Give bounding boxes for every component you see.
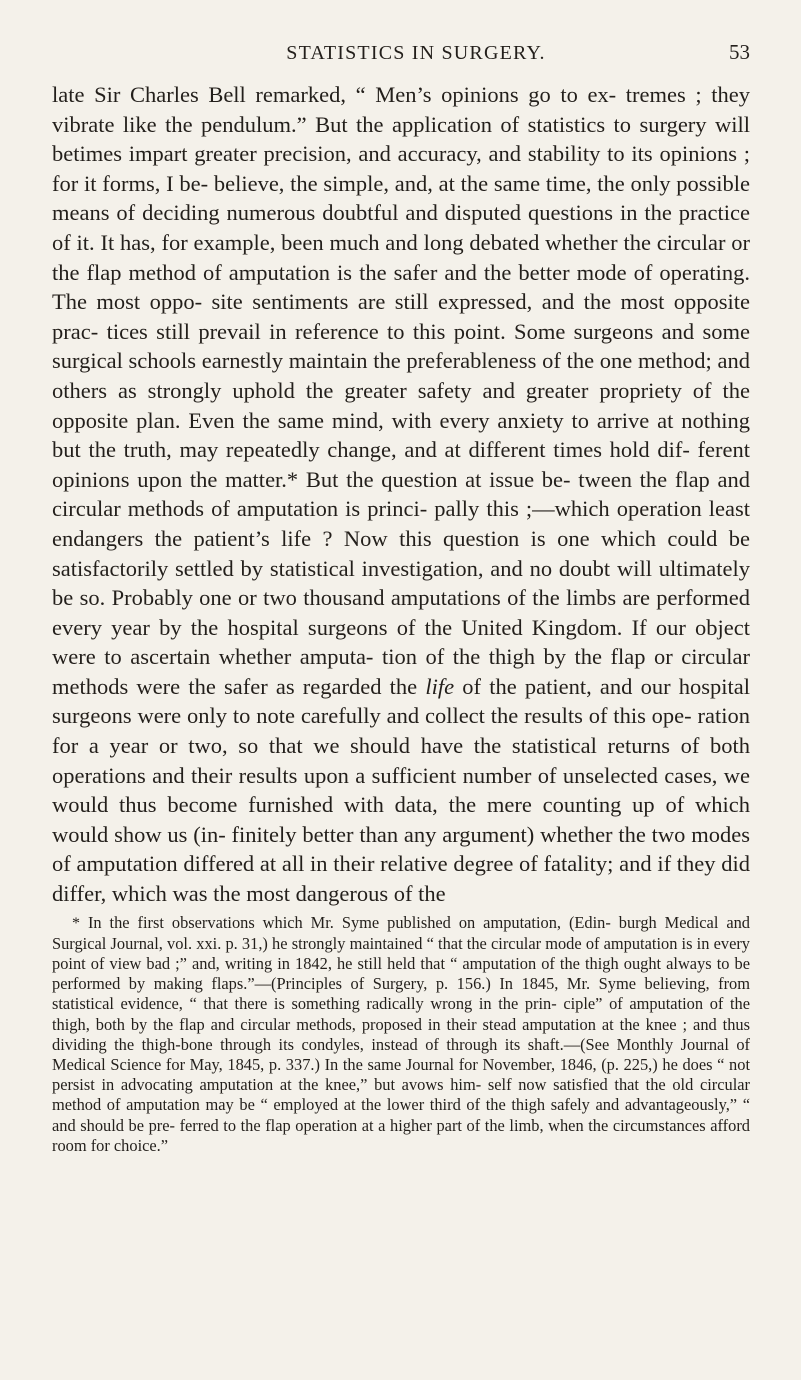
book-page bbox=[52, 40, 750, 1172]
footnote-marker: * bbox=[72, 914, 80, 932]
footnote-text: In the first observations which Mr. Syme published on amputation, (Edin- burgh Medical and Surgical Journal, vol. xxi. p. 31,) he strongly maintained “ that the circular mode of amputation is in every point of view bad ;” and, writing in 1842, he still held that “ amputation of the thigh ought always to be performed by making flaps.”—(Principles of Surgery, p. 156.) In 1845, Mr. Syme believing, from statistical evidence, “ that there is something radically wrong in the prin- ciple” of amputation of the thigh, both by the flap and circular methods, proposed in their stead amputation at the knee ; and thus dividing the thigh-bone through its condyles, instead of through its shaft.—(See Monthly Journal of Medical Science for May, 1845, p. 337.) In the same Journal for November, 1846, (p. 225,) he does “ not persist in advocating amputation at the knee,” but avows him- self now satisfied that the old circular method of amputation may be “ employed at the lower third of the thigh safely and advantageously,” “ and should be pre- ferred to the flap operation at a higher part of the limb, when the circumstances afford room for choice.” bbox=[52, 912, 750, 1155]
main-paragraph bbox=[52, 80, 750, 909]
running-header bbox=[52, 40, 750, 68]
italic-word-life: life bbox=[425, 673, 455, 699]
main-text-part-1: late Sir Charles Bell remarked, “ Men’s opinions go to ex- tremes ; they vibrate like the pendulum.” But the application of statistics to surgery will betimes impart greater precision, and accuracy, and stability to its opinions ; for it forms, I be- believe, the simple, and, at the same time, the only possible means of deciding numerous doubtful and disputed questions in the practice of it. It has, for example, been much and long debated whether the circular or the flap method of amputation is the safer and the better mode of operating. The most oppo- site sentiments are still expressed, and the most opposite prac- tices still prevail in reference to this point. Some surgeons and some surgical schools earnestly maintain the preferableness of the one method; and others as strongly uphold the greater safety and greater propriety of the opposite plan. Even the same mind, with every anxiety to arrive at nothing but the truth, may repeatedly change, and at different times hold dif- ferent opinions upon the matter.* But the question at issue be- tween the flap and circular methods of amputation is princi- pally this ;—which operation least endangers the patient’s life ? Now this question is one which could be satisfactorily settled by statistical investigation, and no doubt will ultimately be so. Probably one or two thousand amputations of the limbs are performed every year by the hospital surgeons of the United Kingdom. If our object were to ascertain whether amputa- tion of the thigh by the flap or circular methods were the safer as regarded the bbox=[52, 82, 750, 699]
page-number: 53 bbox=[729, 40, 750, 64]
footnote bbox=[52, 913, 750, 1156]
main-text-part-2: of the patient, and our hospital surgeons were only to note carefully and collect the results of this ope- ration for a year or two, so that we should have the statistical returns of both operations and their results upon a sufficient number of unselected cases, we would thus become furnished with data, the mere counting up of which would show us (in- finitely better than any argument) whether the two modes of amputation differed at all in their relative degree of fatality; and if they did differ, which was the most dangerous of the bbox=[52, 673, 750, 907]
running-title: STATISTICS IN SURGERY. bbox=[286, 42, 546, 64]
